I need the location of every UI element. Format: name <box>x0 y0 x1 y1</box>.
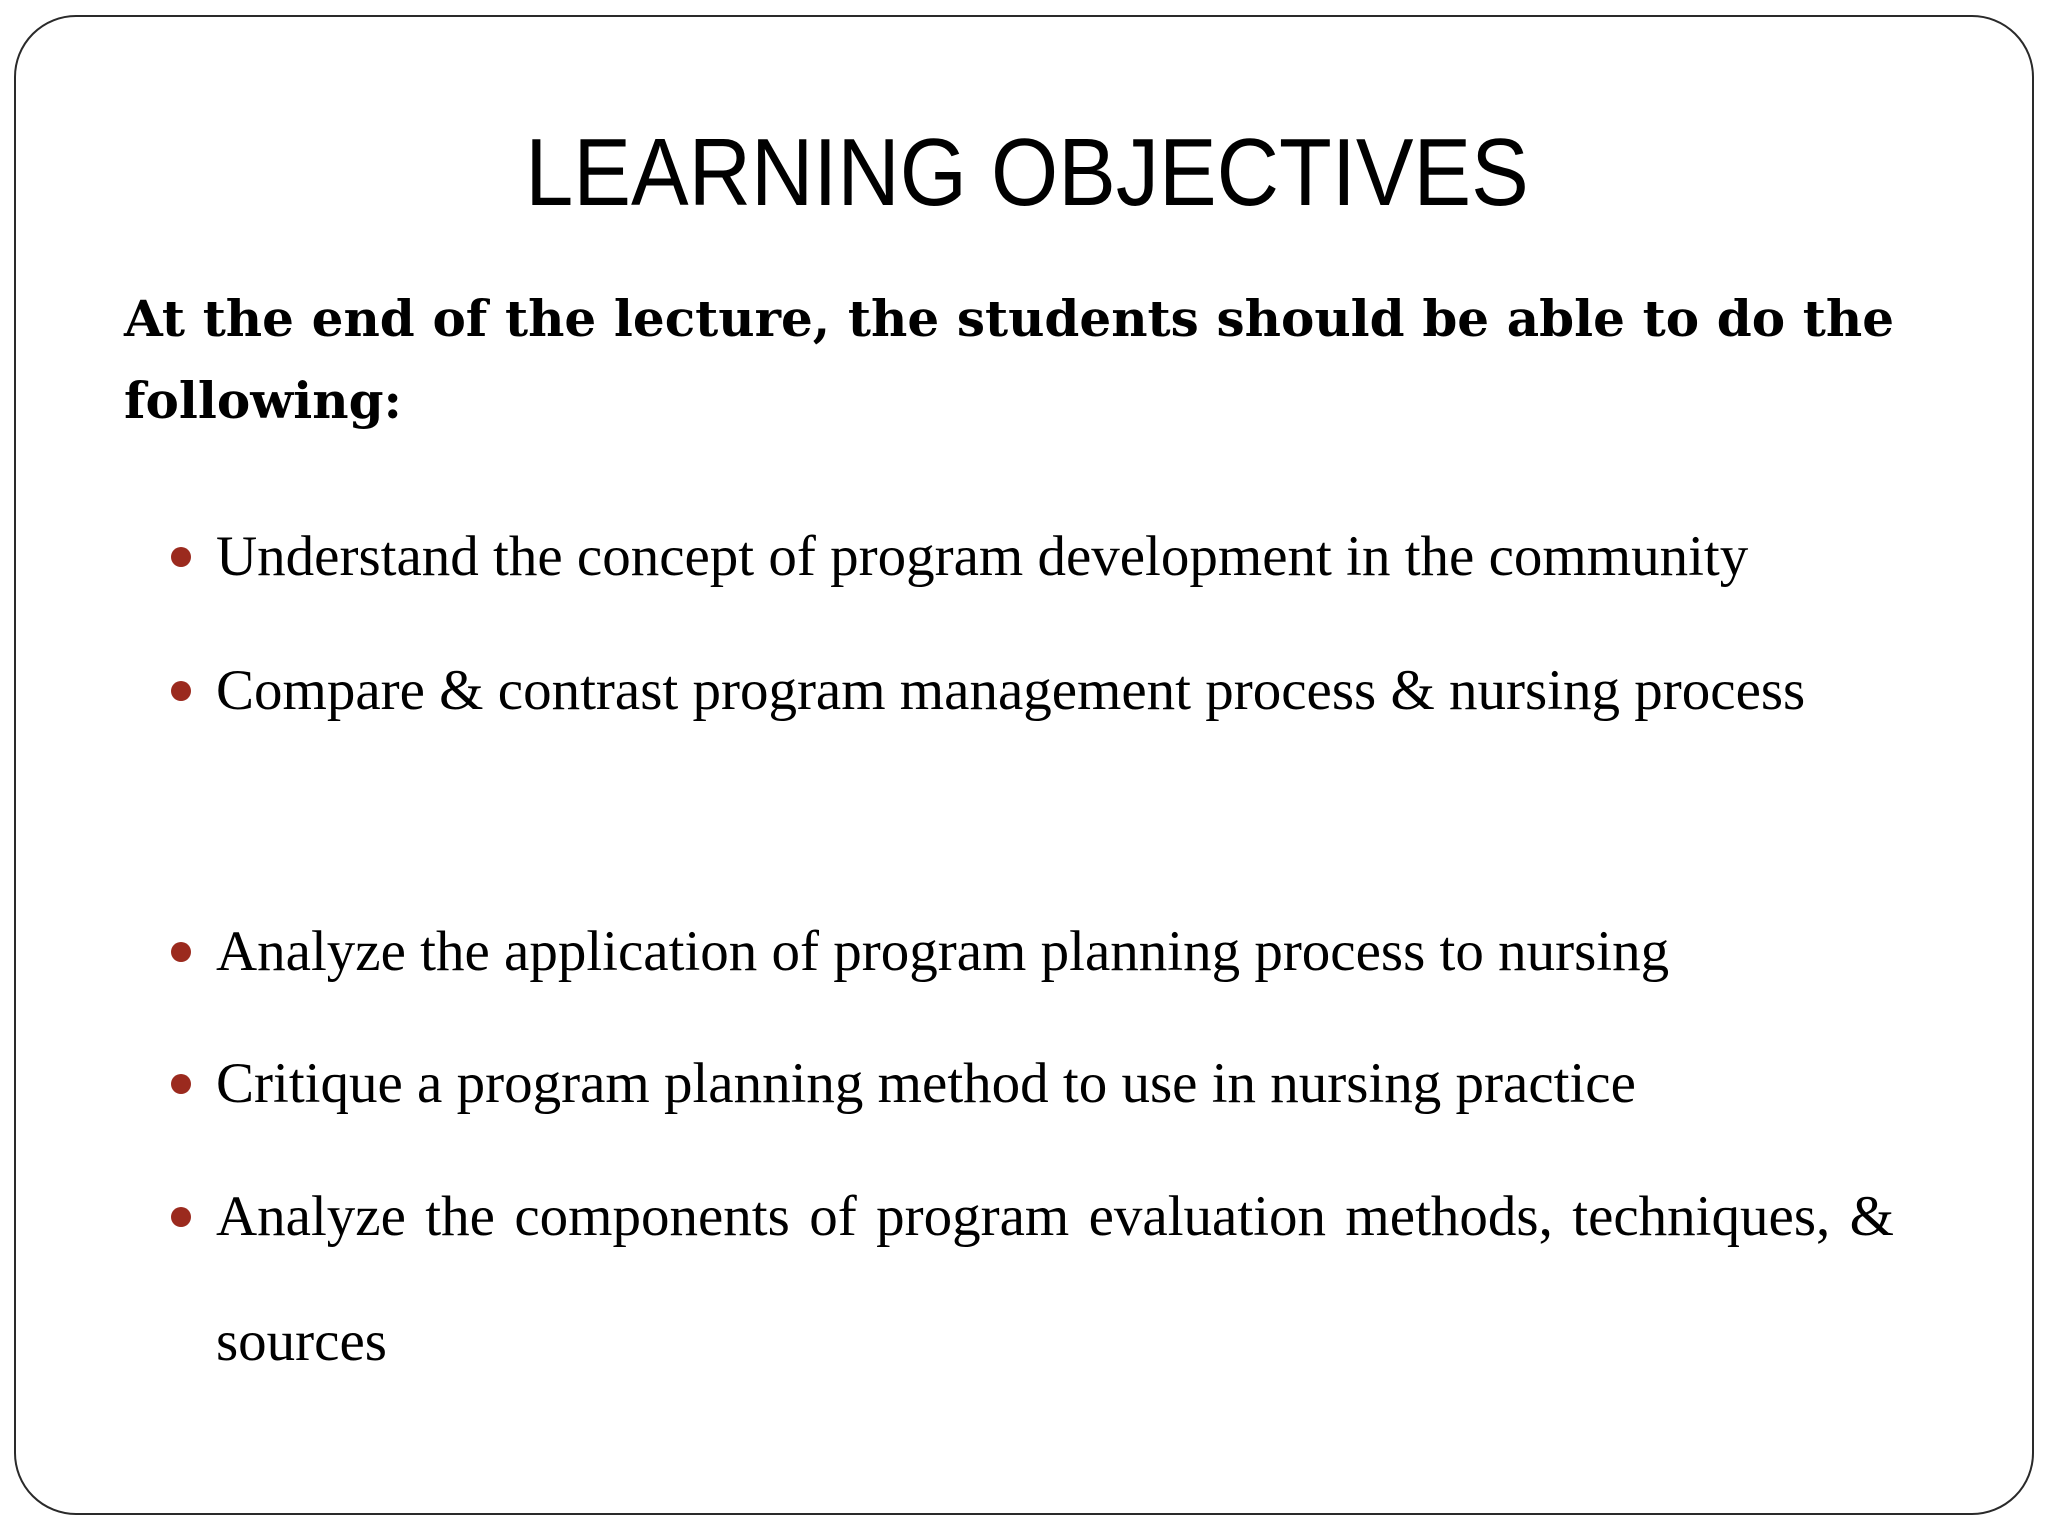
objective-text: Understand the concept of program development in the community <box>216 525 1749 588</box>
bullet-icon <box>171 547 191 567</box>
objective-item <box>216 494 1894 619</box>
objective-text: Analyze the application of program planning process to nursing <box>216 920 1670 983</box>
objective-item <box>216 628 1894 753</box>
objective-item <box>216 1021 1894 1146</box>
bullet-icon <box>171 1074 191 1094</box>
objective-item <box>216 889 1894 1014</box>
objective-item <box>216 1154 1894 1404</box>
objective-text: Compare & contrast program management process & nursing process <box>216 659 1806 722</box>
objective-text: Analyze the components of program evaluation methods, techniques, & sources <box>216 1185 1894 1373</box>
bullet-icon <box>171 942 191 962</box>
bullet-icon <box>171 681 191 701</box>
intro-text: At the end of the lecture, the students should be able to do the following: <box>124 289 1894 430</box>
slide-title: LEARNING OBJECTIVES <box>525 119 1529 226</box>
objective-text: Critique a program planning method to use in nursing practice <box>216 1052 1636 1115</box>
bullet-icon <box>171 1207 191 1227</box>
